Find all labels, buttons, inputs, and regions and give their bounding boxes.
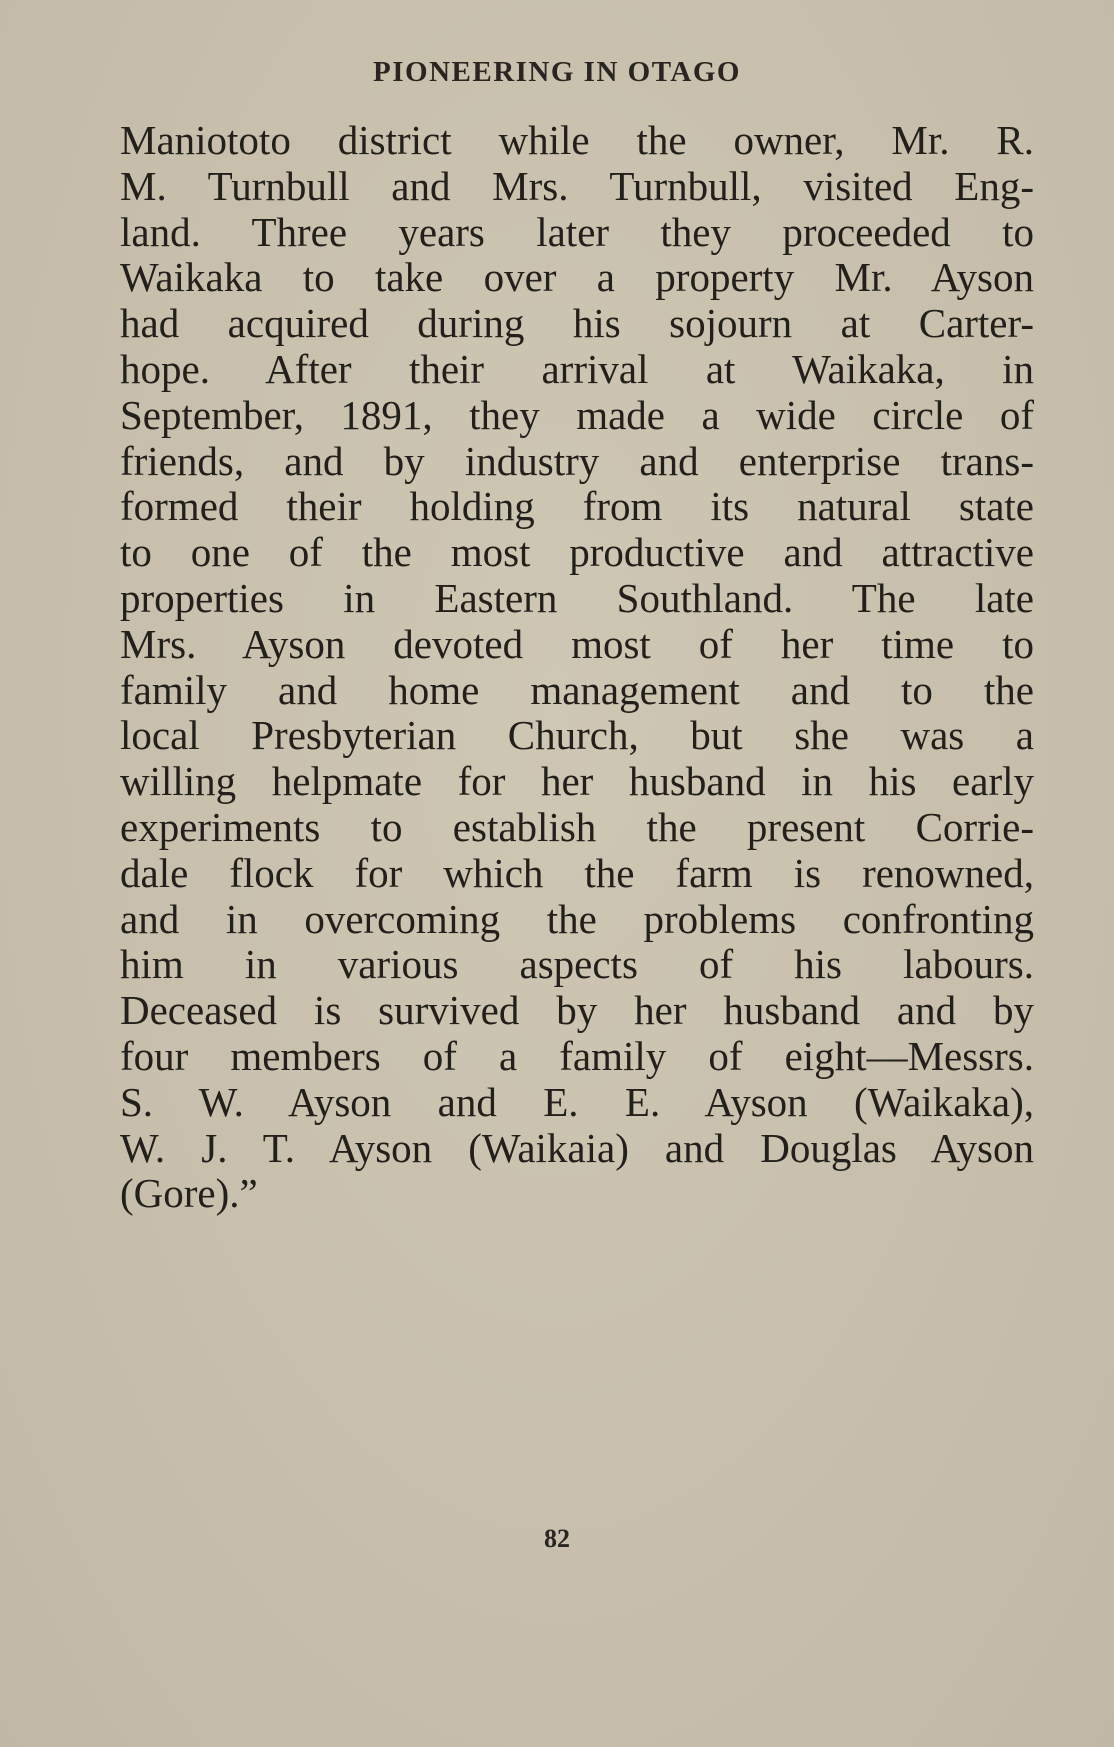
text-line: local Presbyterian Church, but she was a bbox=[120, 713, 1034, 759]
text-line: had acquired during his sojourn at Carter- bbox=[120, 301, 1034, 347]
text-line: September, 1891, they made a wide circle of bbox=[120, 392, 1034, 438]
text-line: S. W. Ayson and E. E. Ayson (Waikaka), bbox=[120, 1079, 1034, 1125]
text-line: family and home management and to the bbox=[120, 667, 1034, 713]
text-line: land. Three years later they proceeded to bbox=[120, 209, 1034, 255]
text-line: him in various aspects of his labours. bbox=[120, 942, 1034, 988]
text-line: dale flock for which the farm is renowned, bbox=[120, 850, 1034, 896]
body-text bbox=[120, 118, 1034, 1217]
text-line: formed their holding from its natural state bbox=[120, 484, 1034, 530]
text-line: Waikaka to take over a property Mr. Ayson bbox=[120, 255, 1034, 301]
text-line: to one of the most productive and attractive bbox=[120, 530, 1034, 576]
text-line: hope. After their arrival at Waikaka, in bbox=[120, 346, 1034, 392]
text-line: Mrs. Ayson devoted most of her time to bbox=[120, 621, 1034, 667]
text-line: experiments to establish the present Corrie- bbox=[120, 804, 1034, 850]
text-line: willing helpmate for her husband in his early bbox=[120, 759, 1034, 805]
text-line-last: (Gore).” bbox=[120, 1171, 258, 1217]
text-line: M. Turnbull and Mrs. Turnbull, visited Eng- bbox=[120, 163, 1034, 209]
text-line: four members of a family of eight—Messrs. bbox=[120, 1033, 1034, 1079]
text-line: friends, and by industry and enterprise trans- bbox=[120, 438, 1034, 484]
running-head: PIONEERING IN OTAGO bbox=[373, 56, 741, 88]
text-line: W. J. T. Ayson (Waikaia) and Douglas Ayson bbox=[120, 1125, 1034, 1171]
text-line: properties in Eastern Southland. The late bbox=[120, 575, 1034, 621]
text-line: Maniototo district while the owner, Mr. R. bbox=[120, 118, 1034, 163]
text-line: Deceased is survived by her husband and by bbox=[120, 988, 1034, 1034]
page-number: 82 bbox=[544, 1524, 570, 1553]
text-line: and in overcoming the problems confronting bbox=[120, 896, 1034, 942]
